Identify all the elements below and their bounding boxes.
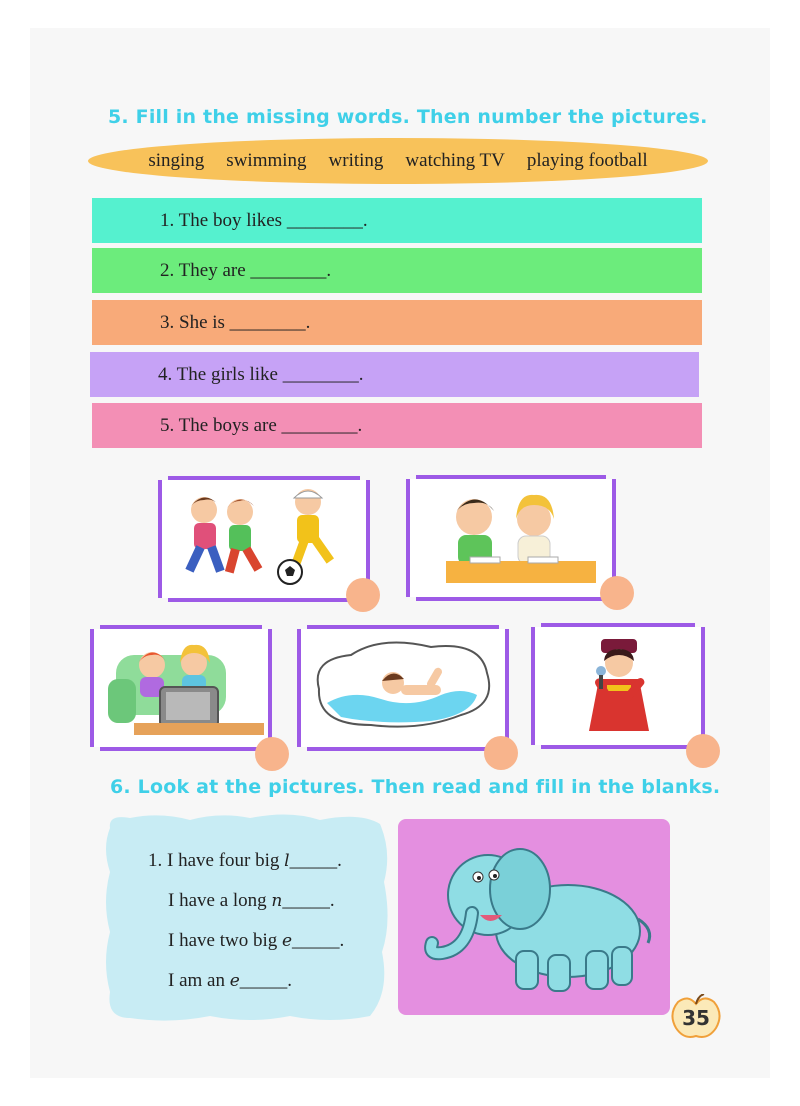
fill-in-lines	[148, 846, 344, 1006]
children-writing-illustration	[410, 479, 612, 589]
hint-letter: n	[271, 891, 283, 911]
picture-swimming-frame	[297, 629, 509, 747]
girl-figure	[589, 639, 649, 731]
number-circle-4[interactable]	[484, 736, 518, 770]
boys-playing-football-illustration	[162, 480, 366, 590]
number-circle-1[interactable]	[346, 578, 380, 612]
line-text: I am an	[168, 970, 230, 991]
line-text: 1. I have four big	[148, 850, 285, 871]
answer-blank[interactable]: _____.	[239, 970, 293, 991]
exercise-6-heading: 6. Look at the pictures. Then read and fill in the blanks.	[110, 776, 721, 798]
word-bank-item: writing	[328, 150, 384, 171]
line-text: I have two big	[168, 930, 282, 951]
sentence-1: 1. The boy likes ________.	[92, 198, 702, 243]
boy-figure	[455, 499, 494, 565]
girl-figure	[516, 495, 554, 564]
word-bank	[88, 138, 708, 184]
picture-singing-frame	[531, 627, 705, 745]
page-number: 35	[682, 1006, 710, 1030]
picture-tv-frame	[90, 629, 272, 747]
answer-blank[interactable]: _____.	[289, 850, 342, 871]
boy-figure	[225, 499, 262, 573]
sentence-2: 2. They are ________.	[92, 248, 702, 293]
number-circle-2[interactable]	[600, 576, 634, 610]
word-bank-item: swimming	[226, 150, 307, 171]
boy-figure	[185, 497, 224, 573]
sentence-5: 5. The boys are ________.	[92, 403, 702, 448]
girls-watching-tv-illustration	[94, 629, 268, 739]
sentence-3: 3. She is ________.	[92, 300, 702, 345]
hint-letter: l	[284, 851, 290, 871]
word-bank-item: singing	[148, 150, 205, 171]
word-bank-item: watching TV	[405, 150, 505, 171]
elephant-illustration	[398, 819, 670, 1015]
line-text: I have a long	[168, 890, 272, 911]
sentence-4: 4. The girls like ________.	[90, 352, 699, 397]
fill-in-line	[148, 846, 344, 886]
hint-letter: e	[281, 931, 293, 951]
boy-figure	[291, 489, 334, 568]
picture-football-frame	[158, 480, 370, 598]
fill-in-line	[148, 926, 344, 966]
word-bank-item: playing football	[526, 150, 648, 171]
number-circle-5[interactable]	[686, 734, 720, 768]
answer-blank[interactable]: _____.	[282, 890, 335, 911]
page-number-badge	[670, 994, 722, 1040]
fill-in-line	[148, 966, 344, 1006]
fill-in-line	[148, 886, 344, 926]
elephant-picture-box	[398, 819, 670, 1015]
hint-letter: e	[229, 971, 240, 991]
exercise-5-heading: 5. Fill in the missing words. Then number the pictures.	[108, 106, 708, 128]
football	[278, 560, 302, 584]
answer-blank[interactable]: _____.	[292, 930, 345, 951]
girl-singing-illustration	[535, 627, 701, 737]
picture-writing-frame	[406, 479, 616, 597]
boy-swimming-illustration	[301, 629, 505, 739]
number-circle-3[interactable]	[255, 737, 289, 771]
